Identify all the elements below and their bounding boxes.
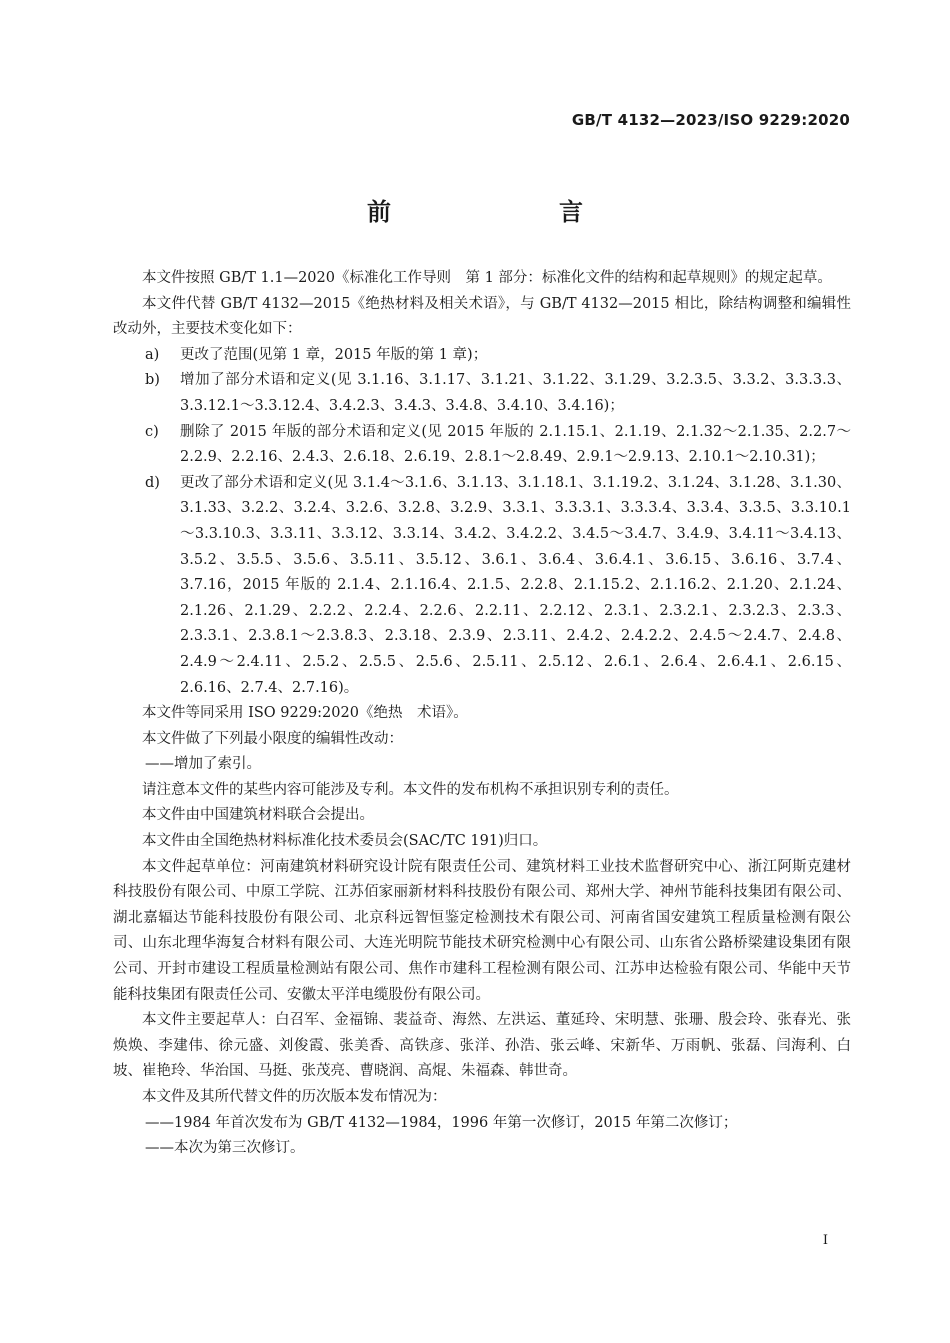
history-item: ——本次为第三次修订。 xyxy=(145,1140,305,1157)
change-item-a xyxy=(145,343,851,369)
paragraph-drafting-units: 本文件起草单位：河南建筑材料研究设计院有限责任公司、建筑材料工业技术监督研究中心、浙江阿斯克建材科技股份有限公司、中原工学院、江苏佰家丽新材料科技股份有限公司、郑州大学、神州节能科技集团有限公司、湖北嘉辐达节能科技股份有限公司、北京科远智恒鉴定检测技术有限公司、河南省国安建筑工程质量检测有限公司、山东北理华海复合材料有限公司、大连光明院节能技术研究检测中心有限公司、山东省公路桥梁建设集团有限公司、开封市建设工程质量检测站有限公司、焦作市建科工程检测有限公司、江苏申达检验有限公司、华能中天节能科技集团有限责任公司、安徽太平洋电缆股份有限公司。 xyxy=(113,858,851,1003)
paragraph-drafters: 本文件主要起草人：白召军、金福锦、裴益奇、海然、左洪运、董延玲、宋明慧、张珊、殷会玲、张春光、张焕焕、李建伟、徐元盛、刘俊霞、张美香、高铁彦、张洋、孙浩、张云峰、宋新华、万雨帆、张磊、闫海利、白坡、崔艳玲、华治国、马挺、张茂亮、曹晓润、高焜、朱福森、韩世奇。 xyxy=(113,1012,851,1080)
history-item: ——1984 年首次发布为 GB/T 4132—1984，1996 年第一次修订，2015 年第二次修订； xyxy=(145,1114,738,1131)
paragraph-replacement: 本文件代替 GB/T 4132—2015《绝热材料及相关术语》，与 GB/T 4132—2015 相比，除结构调整和编辑性改动外，主要技术变化如下： xyxy=(113,295,851,338)
standard-code: GB/T 4132—2023/ISO 9229:2020 xyxy=(571,111,850,129)
paragraph-adoption: 本文件等同采用 ISO 9229:2020《绝热 术语》。 xyxy=(142,705,468,722)
paragraph-history: 本文件及其所代替文件的历次版本发布情况为： xyxy=(142,1089,447,1105)
change-item-b xyxy=(145,368,851,419)
paragraph-committee: 本文件由全国绝热材料标准化技术委员会(SAC/TC 191)归口。 xyxy=(142,833,548,850)
foreword-body xyxy=(113,266,851,1162)
list-marker: b) xyxy=(145,372,160,389)
list-marker: a) xyxy=(145,346,160,363)
paragraph-patent: 请注意本文件的某些内容可能涉及专利。本文件的发布机构不承担识别专利的责任。 xyxy=(142,781,679,798)
page-number: I xyxy=(822,1233,828,1248)
list-marker: d) xyxy=(145,474,160,491)
paragraph-editorial: 本文件做了下列最小限度的编辑性改动： xyxy=(142,730,403,747)
list-marker: c) xyxy=(145,423,159,440)
change-item-c xyxy=(145,420,851,471)
list-text: 更改了部分术语和定义(见 3.1.4～3.1.6、3.1.13、3.1.18.1、3.1.19.2、3.1.24、3.1.28、3.1.30、3.1.33、3.2.2、3.2.4、3.2.6、3.2.8、3.2.9、3.3.1、3.3.3.1、3.3.3.4、3.3.4、3.3.5、3.3.10.1～3.3.10.3、3.3.11、3.3.12、3.3.14、3.4.2、3.4.2.2、3.4.5～3.4.7、3.4.9、3.4.11～3.4.13、3.5.2、3.5.5、3.5.6、3.5.11、3.5.12、3.6.1、3.6.4、3.6.4.1、3.6.15、3.6.16、3.7.4、3.7.16，2015 年版的 2.1.4、2.1.16.4、2.1.5、2.2.8、2.1.15.2、2.1.16.2、2.1.20、2.1.24、2.1.26、2.1.29、2.2.2、2.2.4、2.2.6、2.2.11、2.2.12、2.3.1、2.3.2.1、2.3.2.3、2.3.3、2.3.3.1、2.3.8.1～2.3.8.3、2.3.18、2.3.9、2.3.11、2.4.2、2.4.2.2、2.4.5～2.4.7、2.4.8、2.4.9～2.4.11、2.5.2、2.5.5、2.5.6、2.5.11、2.5.12、2.6.1、2.6.4、2.6.4.1、2.6.15、2.6.16、2.7.4、2.7.16)。 xyxy=(180,474,851,696)
list-text: 删除了 2015 年版的部分术语和定义(见 2015 年版的 2.1.15.1、2.1.19、2.1.32～2.1.35、2.2.7～2.2.9、2.2.16、2.4.3、2.6.18、2.6.19、2.8.1～2.8.49、2.9.1～2.9.13、2.10.1～2.10.31)； xyxy=(180,423,851,466)
change-item-d xyxy=(145,471,851,701)
page-title: 前 言 xyxy=(367,198,623,226)
paragraph-proposer: 本文件由中国建筑材料联合会提出。 xyxy=(142,807,374,824)
list-text: 增加了部分术语和定义(见 3.1.16、3.1.17、3.1.21、3.1.22、3.1.29、3.2.3.5、3.3.2、3.3.3.3、3.3.12.1～3.3.12.4、3.4.2.3、3.4.3、3.4.8、3.4.10、3.4.16)； xyxy=(180,372,851,414)
paragraph-drafting-rule: 本文件按照 GB/T 1.1—2020《标准化工作导则 第 1 部分：标准化文件的结构和起草规则》的规定起草。 xyxy=(142,270,832,286)
editorial-change-item: ——增加了索引。 xyxy=(145,756,261,773)
list-text: 更改了范围(见第 1 章，2015 年版的第 1 章)； xyxy=(180,346,488,363)
